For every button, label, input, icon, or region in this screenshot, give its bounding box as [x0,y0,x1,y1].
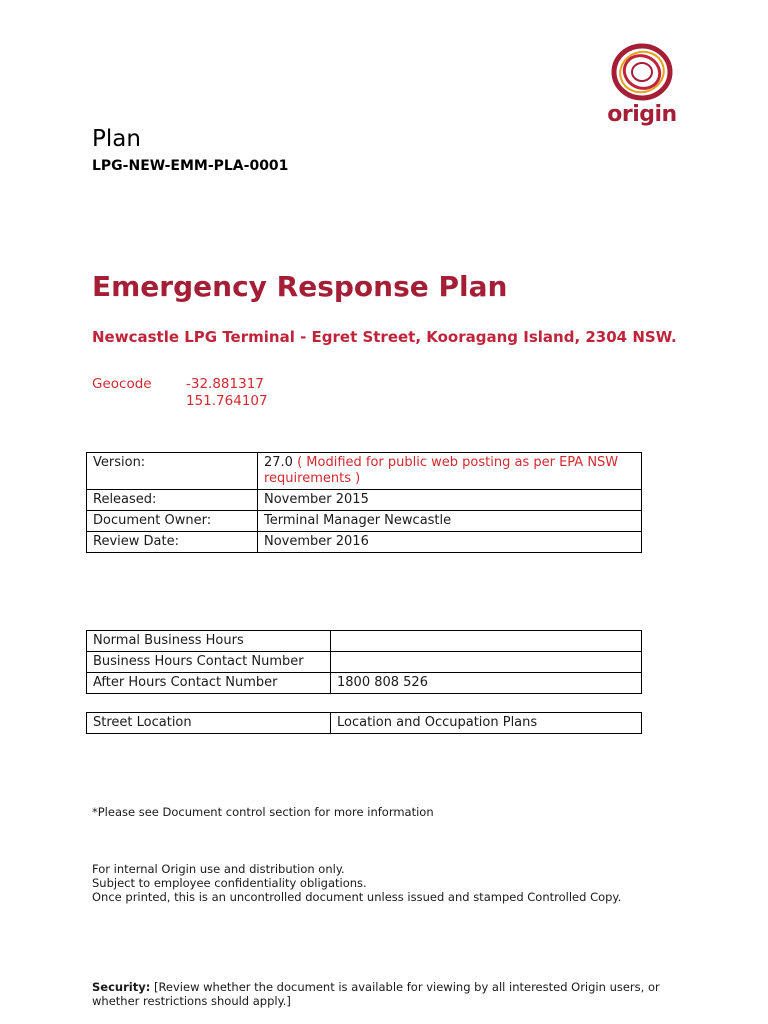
table-row [87,453,642,490]
version-note: ( Modified for public web posting as per EPA NSW requirements ) [264,455,619,486]
security-text: [Review whether the document is available for viewing by all interested Origin users, or whether restrictions should apply.] [92,980,660,1008]
contact-label: Normal Business Hours [87,631,331,652]
contact-label: After Hours Contact Number [87,673,331,694]
contact-value [331,652,642,673]
notice-line: Subject to employee confidentiality obligations. [92,876,367,890]
location-value: Location and Occupation Plans [331,713,642,734]
location-table [86,712,642,734]
security-label: Security: [92,980,151,994]
page-subtitle: Newcastle LPG Terminal - Egret Street, Kooragang Island, 2304 NSW. [92,328,677,346]
geocode-longitude: 151.764107 [186,393,268,409]
security-note [92,980,682,1008]
notice-line: For internal Origin use and distribution only. [92,862,345,876]
table-row [87,713,642,734]
table-row [87,673,642,694]
review-label: Review Date: [87,532,258,553]
table-row [87,532,642,553]
table-row [87,652,642,673]
version-label: Version: [87,453,258,490]
owner-label: Document Owner: [87,511,258,532]
document-type: Plan [92,126,141,152]
page-title: Emergency Response Plan [92,270,508,303]
document-info-table [86,452,642,553]
geocode-label: Geocode [92,376,152,392]
document-code: LPG-NEW-EMM-PLA-0001 [92,158,289,174]
released-label: Released: [87,490,258,511]
contact-value [331,631,642,652]
version-cell [258,453,642,490]
contact-label: Business Hours Contact Number [87,652,331,673]
version-value: 27.0 [264,455,293,470]
contact-value: 1800 808 526 [331,673,642,694]
review-value: November 2016 [258,532,642,553]
logo-wordmark: origin [607,102,677,127]
distribution-notice [92,862,621,904]
location-label: Street Location [87,713,331,734]
released-value: November 2015 [258,490,642,511]
contact-table [86,630,642,694]
geocode-values [186,376,268,410]
table-row [87,511,642,532]
owner-value: Terminal Manager Newcastle [258,511,642,532]
origin-ring-icon [604,40,680,104]
table-row [87,631,642,652]
geocode-latitude: -32.881317 [186,376,264,392]
document-control-note: *Please see Document control section for more information [92,805,434,819]
table-row [87,490,642,511]
origin-logo [604,40,680,132]
notice-line: Once printed, this is an uncontrolled document unless issued and stamped Controlled Copy. [92,890,622,904]
